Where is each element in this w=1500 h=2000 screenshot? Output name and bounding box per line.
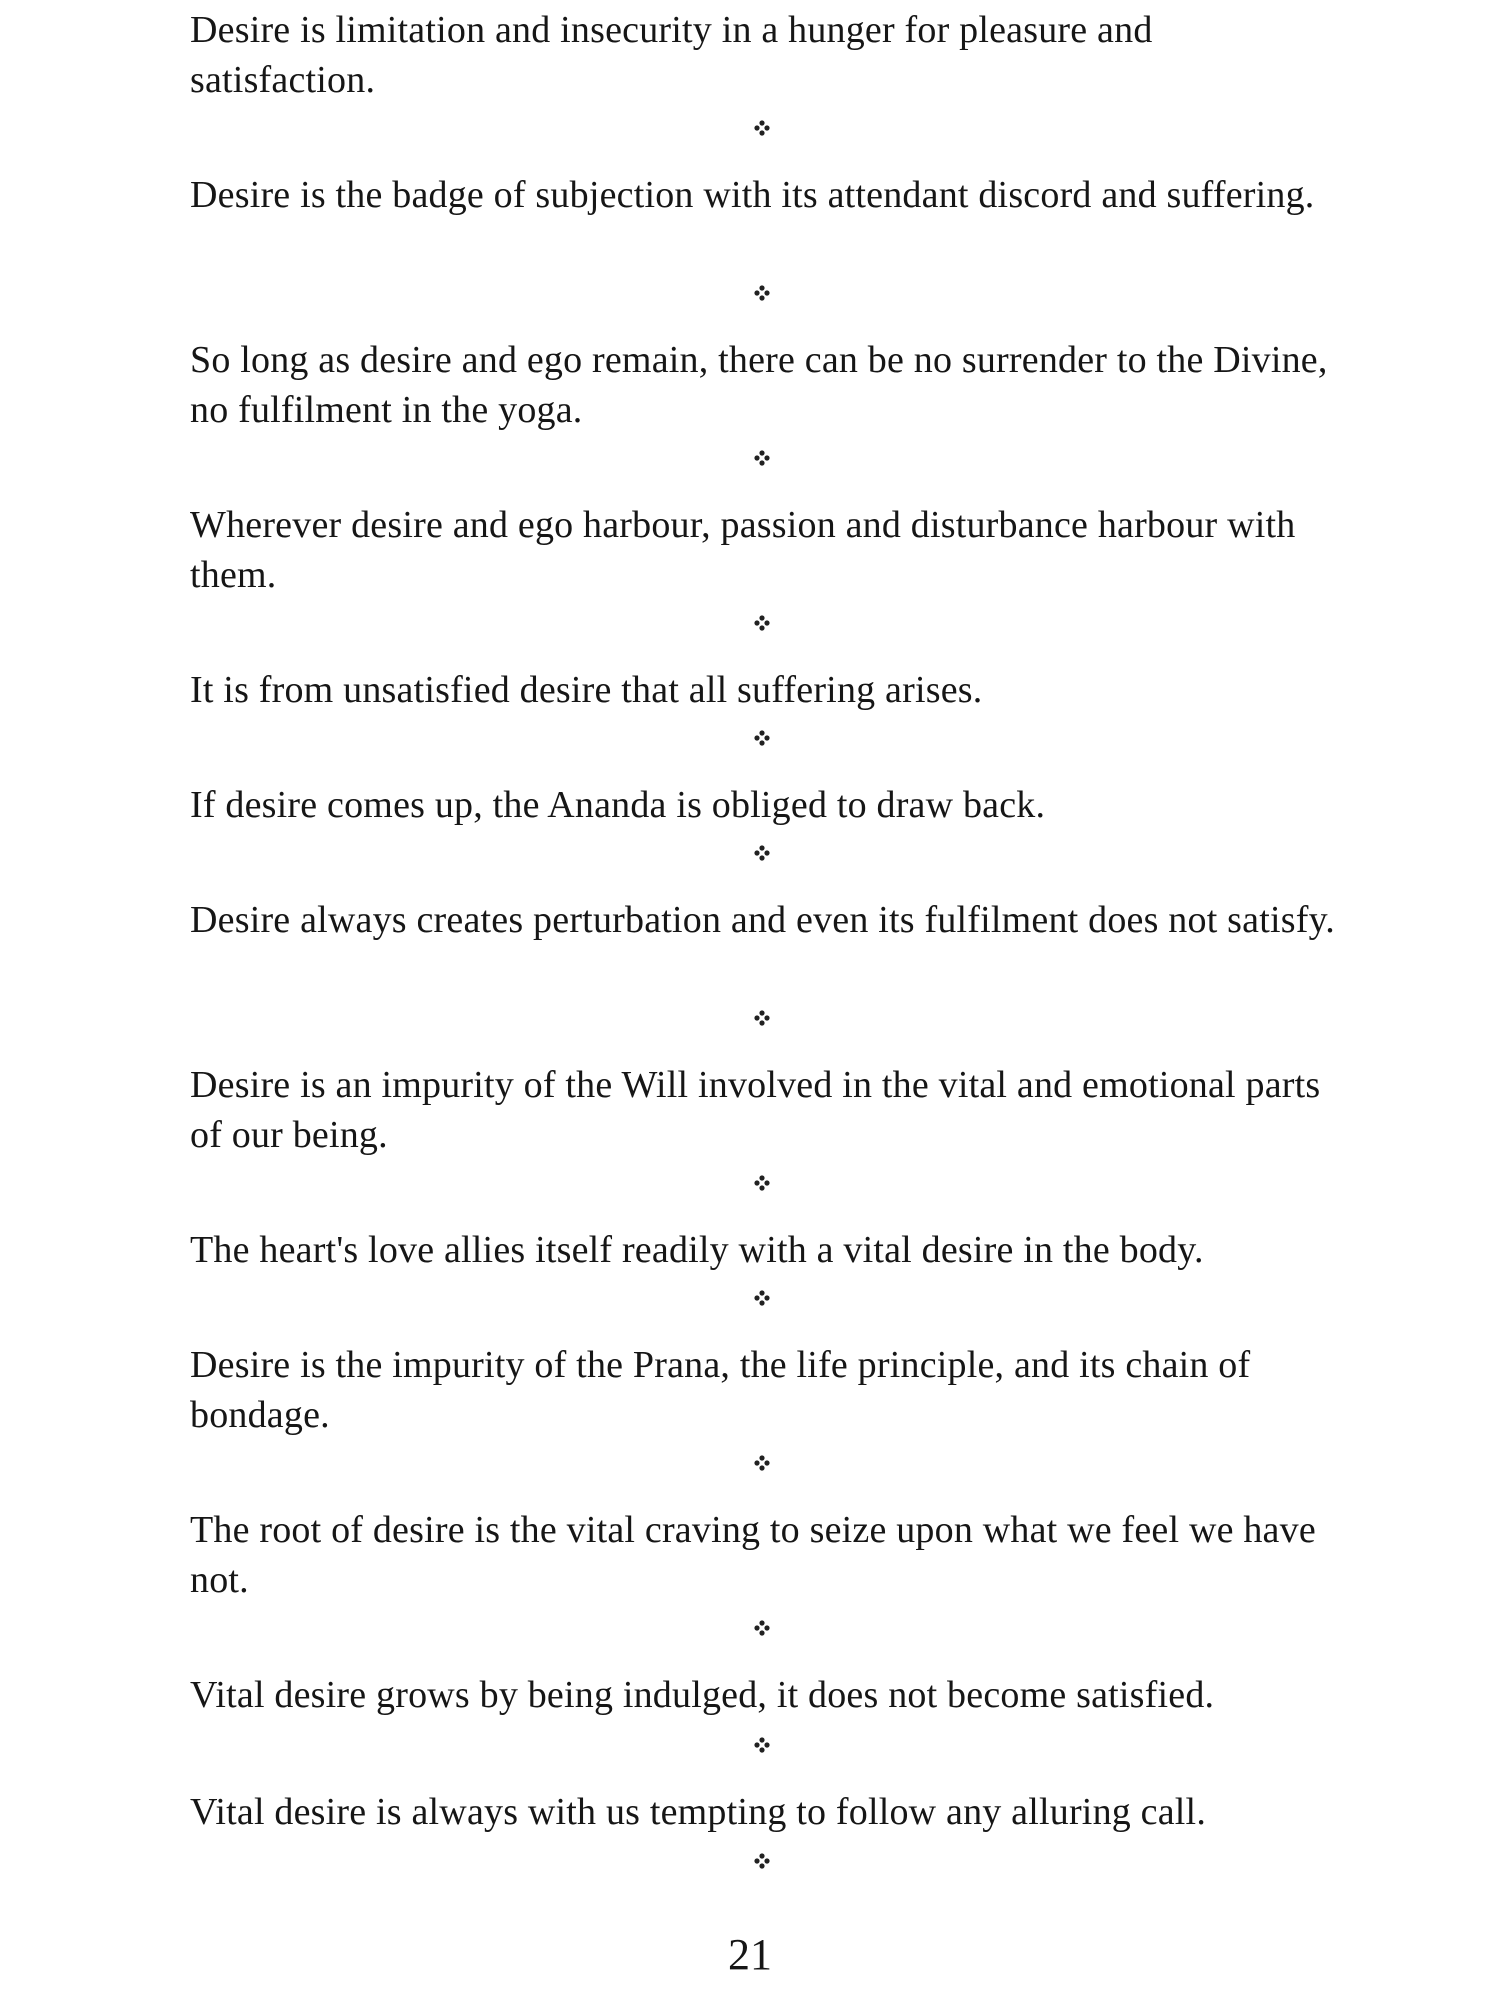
diamond-ornament-icon [754, 1853, 770, 1869]
quote-5: It is from unsatisfied desire that all suffering arises. [190, 669, 983, 711]
diamond-ornament-icon [754, 1010, 770, 1026]
quote-2: Desire is the badge of subjection with its attendant discord and suffering. [190, 174, 1315, 216]
diamond-ornament-icon [754, 615, 770, 631]
diamond-ornament-icon [754, 1290, 770, 1306]
diamond-ornament-icon [754, 285, 770, 301]
quote-1: Desire is limitation and insecurity in a hunger for pleasure and satisfaction. [190, 9, 1153, 101]
diamond-ornament-icon [754, 120, 770, 136]
diamond-ornament-icon [754, 1737, 770, 1753]
quote-8: Desire is an impurity of the Will involved in the vital and emotional parts of our being. [190, 1064, 1321, 1156]
quote-12: Vital desire grows by being indulged, it does not become satisfied. [190, 1674, 1215, 1716]
diamond-ornament-icon [754, 845, 770, 861]
quote-13: Vital desire is always with us tempting to follow any alluring call. [190, 1791, 1207, 1833]
quote-10: Desire is the impurity of the Prana, the life principle, and its chain of bondage. [190, 1344, 1251, 1436]
diamond-ornament-icon [754, 1455, 770, 1471]
quote-6: If desire comes up, the Ananda is obliged to draw back. [190, 784, 1046, 826]
quote-4: Wherever desire and ego harbour, passion and disturbance harbour with them. [190, 504, 1296, 596]
diamond-ornament-icon [754, 450, 770, 466]
diamond-ornament-icon [754, 730, 770, 746]
quote-9: The heart's love allies itself readily with a vital desire in the body. [190, 1229, 1204, 1271]
page-number: 21 [728, 1930, 772, 1979]
diamond-ornament-icon [754, 1620, 770, 1636]
quote-7: Desire always creates perturbation and even its fulfilment does not satisfy. [190, 899, 1335, 941]
diamond-ornament-icon [754, 1175, 770, 1191]
quote-3: So long as desire and ego remain, there can be no surrender to the Divine, no fulfilment in the yoga. [190, 339, 1328, 431]
quote-11: The root of desire is the vital craving to seize upon what we feel we have not. [190, 1509, 1316, 1601]
